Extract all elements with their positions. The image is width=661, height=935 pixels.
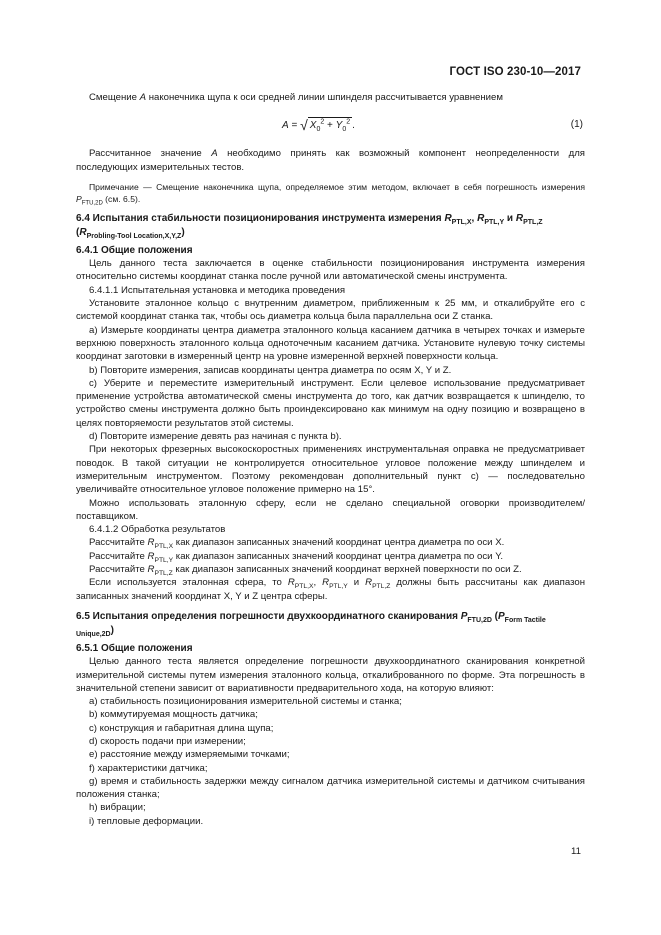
note: Примечание — Смещение наконечника щупа, определяемое этим методом, включает в себя погрешность измерения $P_{FTU,2D}$ (см. 6.5). [76,181,585,207]
step-a: a) Измерьте координаты центра диаметра эталонного кольца касанием датчика в четырех точках и измерьте верхнюю поверхность эталонного кольца одноточечным касанием датчика. Установите нулевую точку системы координат заготовки в измеренный центр на уровне измеренной верхней поверхности кольца. [76,324,585,363]
calc-rz: Рассчитайте $R_{PTL,Z}$ как диапазон записанных значений координат верхней поверхности по оси Z. [89,564,522,577]
calc-rx: Рассчитайте $R_{PTL,X}$ как диапазон записанных значений координат центра диаметра по оси X. [89,537,505,551]
section-6-5-heading: 6.5 Испытания определения погрешности двухкоординатного сканирования $P_{FTU,2D}$ $(P_{Form Tactile Unique,2D})$ [76,610,546,638]
equation-number: (1) [570,119,583,131]
s6411-paragraph: Установите эталонное кольцо с внутренним диаметром, приближенным к 25 мм, и откалибруйте его с системой координат станка так, чтобы ось диаметра кольца была параллельна оси Z станка. [76,298,585,323]
list-item: h) вибрации; [89,802,146,814]
milling-paragraph: При некоторых фрезерных высокоскоростных применениях инструментальная оправка не предусматривает поводок. В такой ситуации не контролируется относительное угловое положение между шпинделем и измерительным инструментом. Поэтому рекомендован дополнительный пункт c) — последовательно увеличивайте относительное угловое положение примерно на 15°. [76,444,585,496]
intro-paragraph-2: Рассчитанное значение A необходимо принять как возможный компонент неопределенности для последующих измерительных тестов. [76,148,585,173]
radicand: $X_0^2 + Y_0^2$ [309,118,351,134]
sphere-paragraph: Можно использовать эталонную сферу, если не сделано специальной оговорки производителем/поставщиком. [76,497,585,522]
list-item: g) время и стабильность задержки между сигналом датчика измерительной системы и датчиком считывания положения станка; [76,775,585,801]
list-item: e) расстояние между измеряемыми точками; [89,749,290,761]
s651-paragraph: Целью данного теста является определение погрешности двухкоординатного сканирования конкретной измерительной системы путем измерения эталонного кольца, откалиброванного по форме. Эта погрешность в значительной степени зависит от вариативности предварительного хода, на которую влияют: [76,656,585,694]
list-item: a) стабильность позиционирования измерительной системы и станка; [89,696,402,708]
step-b: b) Повторите измерения, записав координаты центра диаметра по осям X, Y и Z. [89,364,452,376]
step-c: c) Уберите и переместите измерительный инструмент. Если целевое использование предусматривает применение устройства автоматической смены инструмента до того, как датчик возвращается к шпинделю, то устройство смены инструмента должно быть проиндексировано как минимум на одну позицию и возвращено в целях повторяемости результатов этой системы. [76,377,585,429]
intro-paragraph-1: Смещение A наконечника щупа к оси средней линии шпинделя рассчитывается уравнением [89,92,503,103]
list-item: f) характеристики датчика; [89,762,208,774]
section-6-4-heading: 6.4 Испытания стабильности позиционирования инструмента измерения $R_{PTL,X}$, $R_{PTL,Y}$ и $R_{PTL,Z}$ $(R_{Probling-Tool Location,X,Y,Z})$ [76,212,543,240]
list-item: i) тепловые деформации. [89,815,204,827]
s641-paragraph: Цель данного теста заключается в оценке стабильности позиционирования инструмента измерения относительно системы координат станка после ручной или автоматической смены инструмента. [76,258,585,283]
list-item: d) скорость подачи при измерении; [89,735,246,747]
section-6-4-1-heading: 6.4.1 Общие положения [76,244,193,256]
s6412-heading: 6.4.1.2 Обработка результатов [89,524,226,536]
list-item: b) коммутируемая мощность датчика; [89,709,258,721]
s6411-heading: 6.4.1.1 Испытательная установка и методика проведения [89,284,346,296]
step-d: d) Повторите измерение девять раз начиная с пункта b). [89,431,342,443]
calc-sphere: Если используется эталонная сфера, то $R_{PTL,X}$, $R_{PTL,Y}$ и $R_{PTL,Z}$ должны быть рассчитаны как диапазон записанных значений координат X, Y и Z центра сферы. [76,577,585,602]
standard-designation: ГОСТ ISO 230-10—2017 [449,66,581,78]
sqrt-sign: √ [300,117,308,134]
equation-formula: A = √ $X_0^2 + Y_0^2$ . [282,117,355,134]
document-body [76,91,585,828]
equation-1 [76,113,585,139]
section-6-5-1-heading: 6.5.1 Общие положения [76,642,193,654]
calc-ry: Рассчитайте $R_{PTL,Y}$ как диапазон записанных значений координат центра диаметра по оси Y. [89,550,504,564]
list-item: c) конструкция и габаритная длина щупа; [89,722,274,734]
influence-factor-list [76,695,585,828]
page-number: 11 [571,846,581,857]
